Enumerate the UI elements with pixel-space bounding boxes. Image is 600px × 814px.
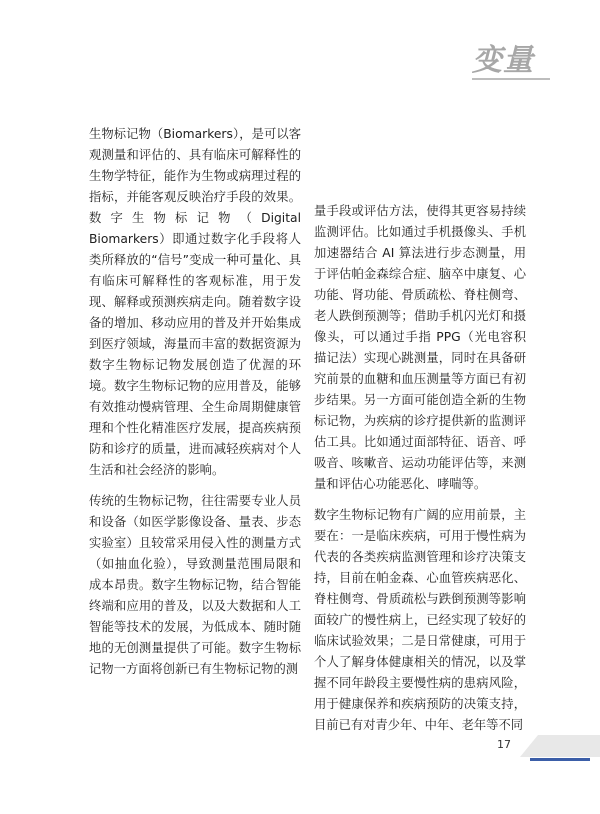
paragraph-application-prospects: 数字生物标记物有广阔的应用前景，主要在：一是临床疾病，可用于慢性病为代表的各类疾病监测管理和诊疗决策支持，目前在帕金森、心血管疾病恶化、脊柱侧弯、骨质疏松与跌倒预测等影响面较广的慢性病上，已经实现了较好的临床试验效果；二是日常健康，可用于个人了解身体健康相关的情况，以及掌握不同年龄段主要慢性病的患病风险，用于健康保养和疾病预防的决策支持，目前已有对青少年、中年、老年等不同 xyxy=(314,508,526,732)
left-column xyxy=(89,124,301,690)
brand-logo-text: 变量 xyxy=(472,43,534,78)
right-column xyxy=(314,201,526,746)
paragraph-traditional-biomarkers: 传统的生物标记物，往往需要专业人员和设备（如医学影像设备、量表、步态实验室）且较常采用侵入性的测量方式（如抽血化验），导致测量范围局限和成本昂贵。数字生物标记物，结合智能终端和应用的普及，以及大数据和人工智能等技术的发展，为低成本、随时随地的无创测量提供了可能。数字生物标记物一方面将创新已有生物标记物的测 xyxy=(89,494,301,676)
footer-blue-stripe xyxy=(530,758,590,761)
footer-accent-stripe xyxy=(530,758,590,761)
brand-logo xyxy=(472,44,550,84)
paragraph-biomarkers-intro: 生物标记物（Biomarkers），是可以客观测量和评估的、具有临床可解释性的生物学特征，能作为生物或病理过程的指标，并能客观反映治疗手段的效果。数字生物标记物（Digital Biomarkers）即通过数字化手段将人类所释放的“信号”变成一种可量化、具有临床可解释性的客观标准，用于发现、解释或预测疾病走向。随着数字设备的增加、移动应用的普及并开始集成到医疗领域，海量而丰富的数据资源为数字生物标记物发展创造了优渥的环境。数字生物标记物的应用普及，能够有效推动慢病管理、全生命周期健康管理和个性化精准医疗发展，提高疾病预防和诊疗的质量，进而减轻疾病对个人生活和社会经济的影响。 xyxy=(89,127,301,477)
paragraph-measurement-methods: 量手段或评估方法，使得其更容易持续监测评估。比如通过手机摄像头、手机加速器结合 AI 算法进行步态测量，用于评估帕金森综合症、脑卒中康复、心功能、肾功能、骨质疏松、脊柱侧弯、老人跌倒预测等；借助手机闪光灯和摄像头，可以通过手指 PPG（光电容积描记法）实现心跳测量，同时在具备研究前景的血糖和血压测量等方面已有初步结果。另一方面可能创造全新的生物标记物，为疾病的诊疗提供新的监测评估工具。比如通过面部特征、语音、呼吸音、咳嗽音、运动功能评估等，来测量和评估心功能恶化、哮喘等。 xyxy=(314,204,526,491)
footer-gray-bar xyxy=(520,735,600,757)
logo-underline xyxy=(472,78,550,80)
page-number: 17 xyxy=(497,738,511,751)
